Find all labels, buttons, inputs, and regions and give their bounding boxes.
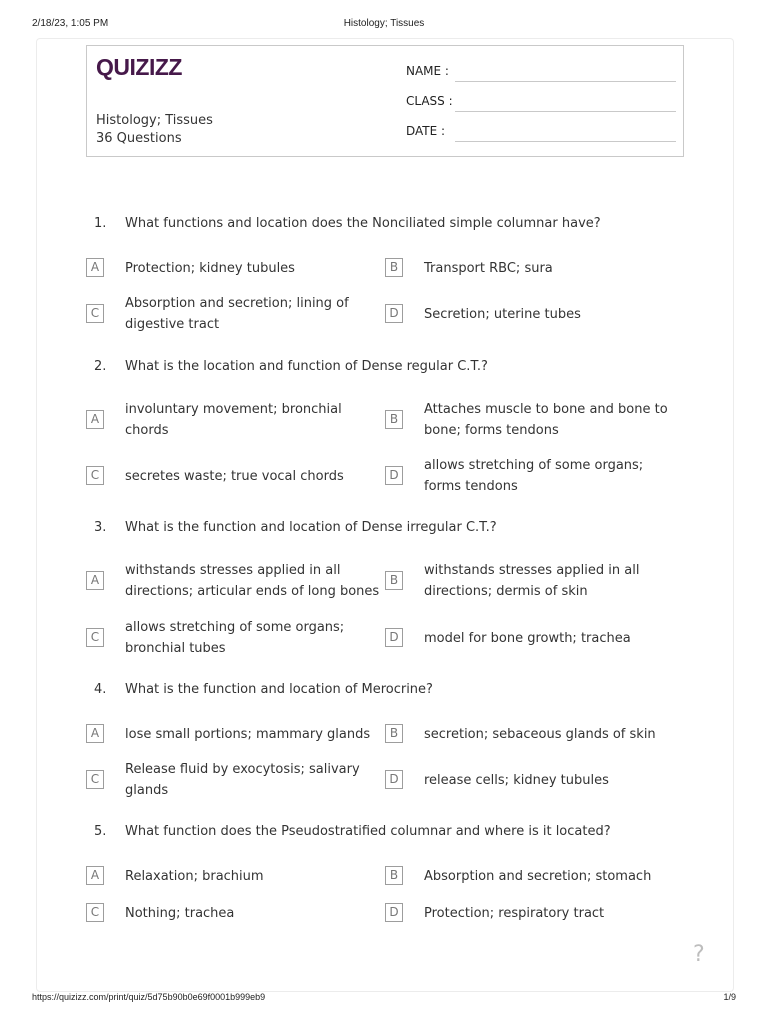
option-letter-box: A (86, 571, 104, 590)
answer-option (385, 246, 681, 290)
print-footer (32, 992, 736, 1006)
option-text: secretion; sebaceous glands of skin (424, 726, 656, 742)
quizizz-logo: QUIZIZZ (96, 54, 182, 80)
option-text: Relaxation; brachium (125, 868, 264, 884)
answer-option (86, 398, 382, 442)
option-text: secretes waste; true vocal chords (125, 468, 344, 484)
answer-option (385, 758, 681, 802)
answer-option (385, 559, 681, 603)
option-text: Protection; kidney tubules (125, 260, 295, 276)
quiz-title: Histology; Tissues (96, 113, 213, 128)
option-text: involuntary movement; bronchial chords (125, 402, 342, 438)
date-field (406, 124, 676, 144)
help-icon[interactable]: ? (693, 942, 705, 967)
page-url: https://quizizz.com/print/quiz/5d75b90b0e69f0001b999eb9 (32, 992, 266, 1002)
option-text: Nothing; trachea (125, 905, 235, 921)
option-letter-box: C (86, 466, 104, 485)
question-number: 2. (94, 359, 107, 374)
answer-option (86, 292, 382, 336)
option-text: model for bone growth; trachea (424, 630, 631, 646)
answer-option (385, 398, 681, 442)
option-letter-box: B (385, 866, 403, 885)
option-text: lose small portions; mammary glands (125, 726, 371, 742)
option-letter-box: D (385, 770, 403, 789)
print-header (32, 18, 736, 32)
option-letter-box: A (86, 866, 104, 885)
option-letter-box: C (86, 304, 104, 323)
option-text: Protection; respiratory tract (424, 905, 605, 921)
option-text: allows stretching of some organs; forms tendons (424, 458, 644, 494)
worksheet-header (86, 45, 684, 157)
option-text: allows stretching of some organs; bronchial tubes (125, 620, 345, 656)
answer-option (86, 246, 382, 290)
option-text: Release fluid by exocytosis; salivary glands (125, 762, 360, 798)
name-label: NAME : (406, 64, 449, 78)
option-letter-box: D (385, 628, 403, 647)
option-letter-box: A (86, 410, 104, 429)
name-line (455, 81, 676, 82)
answer-option (86, 712, 382, 756)
answer-option (86, 559, 382, 603)
answer-option (86, 616, 382, 660)
answer-option (385, 454, 681, 498)
answer-option (385, 292, 681, 336)
date-label: DATE : (406, 124, 446, 138)
print-datetime: 2/18/23, 1:05 PM (32, 18, 109, 29)
question-text: What is the location and function of Dense regular C.T.? (125, 359, 488, 374)
option-letter-box: B (385, 410, 403, 429)
option-text: Transport RBC; sura (424, 260, 553, 276)
option-letter-box: D (385, 304, 403, 323)
option-text: release cells; kidney tubules (424, 772, 609, 788)
answer-option (385, 891, 681, 935)
class-field (406, 94, 676, 114)
answer-option (385, 616, 681, 660)
option-text: withstands stresses applied in all directions; dermis of skin (424, 563, 640, 599)
option-letter-box: D (385, 903, 403, 922)
answer-option (86, 758, 382, 802)
class-line (455, 111, 676, 112)
question-number: 3. (94, 520, 107, 535)
question-number: 1. (94, 216, 107, 231)
option-text: Absorption and secretion; stomach (424, 868, 652, 884)
option-letter-box: B (385, 258, 403, 277)
option-letter-box: A (86, 258, 104, 277)
option-letter-box: C (86, 770, 104, 789)
option-letter-box: C (86, 628, 104, 647)
answer-option (86, 891, 382, 935)
question-text: What function does the Pseudostratified columnar and where is it located? (125, 824, 611, 839)
option-text: Attaches muscle to bone and bone to bone; forms tendons (424, 402, 668, 438)
option-text: Absorption and secretion; lining of digestive tract (125, 296, 349, 332)
option-letter-box: B (385, 724, 403, 743)
question-text: What is the function and location of Dense irregular C.T.? (125, 520, 497, 535)
option-text: Secretion; uterine tubes (424, 306, 581, 322)
print-title: Histology; Tissues (343, 18, 425, 29)
option-text: withstands stresses applied in all directions; articular ends of long bones (125, 563, 380, 599)
question-text: What functions and location does the Nonciliated simple columnar have? (125, 216, 601, 231)
date-line (455, 141, 676, 142)
answer-option (86, 454, 382, 498)
option-letter-box: B (385, 571, 403, 590)
worksheet-page (36, 38, 734, 992)
question-text: What is the function and location of Merocrine? (125, 682, 433, 697)
option-letter-box: A (86, 724, 104, 743)
page-number: 1/9 (723, 992, 736, 1002)
name-field (406, 64, 676, 84)
answer-option (385, 712, 681, 756)
class-label: CLASS : (406, 94, 453, 108)
question-count: 36 Questions (96, 131, 182, 146)
question-number: 4. (94, 682, 107, 697)
question-number: 5. (94, 824, 107, 839)
option-letter-box: D (385, 466, 403, 485)
option-letter-box: C (86, 903, 104, 922)
